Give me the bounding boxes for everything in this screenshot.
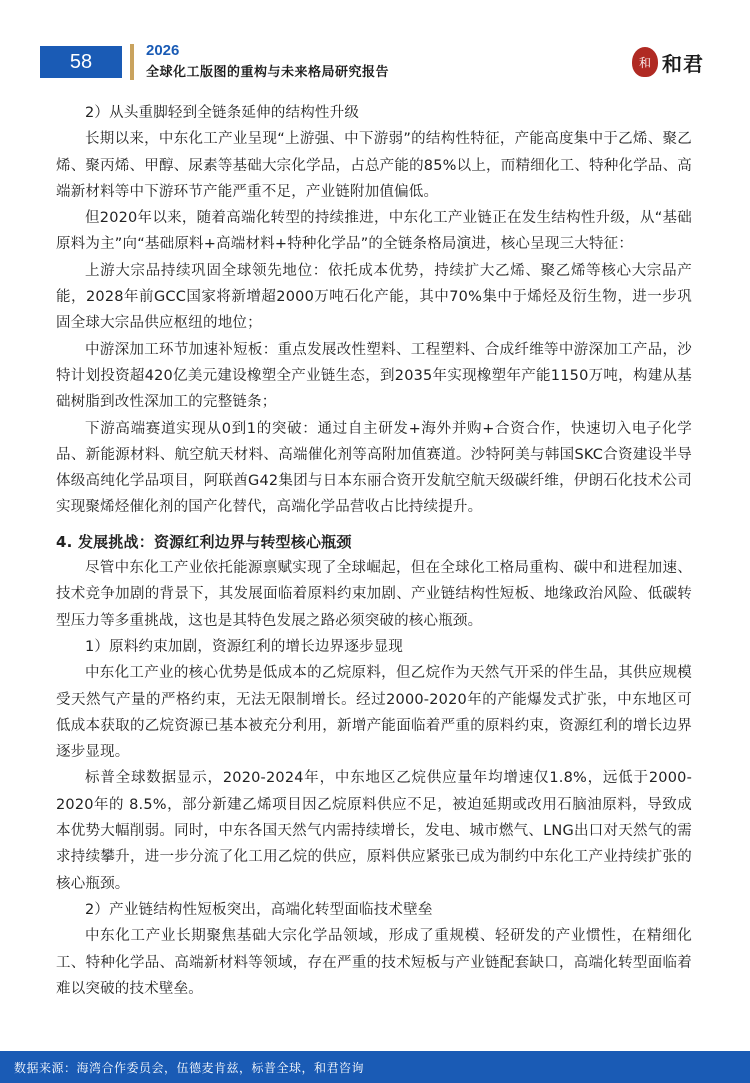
report-year: 2026 [146, 42, 180, 59]
data-source: 数据来源：海湾合作委员会，伍德麦肯兹，标普全球，和君咨询 [14, 1060, 365, 1075]
paragraph: 下游高端赛道实现从0到1的突破：通过自主研发+海外并购+合资合作，快速切入电子化学品、新能源材料、航空航天材料、高端催化剂等高附加值赛道。沙特阿美与韩国SKC合资建设半导体级高纯化学品项目，阿联酋G42集团与日本东丽合资开发航空航天级碳纤维，伊朗石化技术公司实现聚烯烃催化剂的国产化替代，高端化学品营收占比持续提升。 [56, 420, 692, 516]
paragraph: 尽管中东化工产业依托能源禀赋实现了全球崛起，但在全球化工格局重构、碳中和进程加速、技术竞争加剧的背景下，其发展面临着原料约束加剧、产业链结构性短板、地缘政治风险、低碳转型压力等多重挑战，这也是其特色发展之路必须突破的核心瓶颈。 [56, 560, 692, 629]
footer-bar [0, 1051, 750, 1083]
paragraph: 中东化工产业的核心优势是低成本的乙烷原料，但乙烷作为天然气开采的伴生品，其供应规模受天然气产量的严格约束，无法无限制增长。经过2000-2020年的产能爆发式扩张，中东地区可低成本获取的乙烷资源已基本被充分利用，新增产能面临着严重的原料约束，资源红利的增长边界逐步显现。 [56, 665, 692, 761]
paragraph: 但2020年以来，随着高端化转型的持续推进，中东化工产业链正在发生结构性升级，从“基础原料为主”向“基础原料+高端材料+特种化学品”的全链条格局演进，核心呈现三大特征： [56, 210, 692, 253]
paragraph: 中东化工产业长期聚焦基础大宗化学品领域，形成了重规模、轻研发的产业惯性，在精细化工、特种化学品、高端新材料等领域，存在严重的技术短板与产业链配套缺口，高端化转型面临着难以突破的技术壁垒。 [56, 928, 692, 997]
paragraph: 上游大宗品持续巩固全球领先地位：依托成本优势，持续扩大乙烯、聚乙烯等核心大宗品产能，2028年前GCC国家将新增超2000万吨石化产能，其中70%集中于烯烃及衍生物，进一步巩固全球大宗品供应枢纽的地位； [56, 262, 692, 332]
section-heading: 4. 发展挑战：资源红利边界与转型核心瓶颈 [56, 532, 352, 551]
document-body [56, 100, 692, 1002]
paragraph: 中游深加工环节加速补短板：重点发展改性塑料、工程塑料、合成纤维等中游深加工产品，沙特计划投资超420亿美元建设橡塑全产业链生态，到2035年实现橡塑年产能1150万吨，构建从基础树脂到改性深加工的完整链条； [56, 341, 692, 411]
paragraph: 标普全球数据显示，2020-2024年，中东地区乙烷供应量年均增速仅1.8%，远低于2000-2020年的 8.5%，部分新建乙烯项目因乙烷原料供应不足，被迫延期或改用石脑油原料，导致成本优势大幅削弱。同时，中东各国天然气内需持续增长，发电、城市燃气、LNG出口对天然气的需求持续攀升，进一步分流了化工用乙烷的供应，原料供应紧张已成为制约中东化工产业持续扩张的核心瓶颈。 [56, 770, 692, 892]
subsection-title: 1）原料约束加剧，资源红利的增长边界逐步显现 [85, 638, 404, 655]
brand-logo [632, 44, 704, 80]
header-divider [130, 44, 134, 80]
logo-text: 和君 [662, 51, 704, 76]
paragraph: 长期以来，中东化工产业呈现“上游强、中下游弱”的结构性特征，产能高度集中于乙烯、聚乙烯、聚丙烯、甲醇、尿素等基础大宗化学品，占总产能的85%以上，而精细化工、特种化学品、高端新材料等中下游环节产能严重不足，产业链附加值偏低。 [56, 131, 692, 200]
subsection-title: 2）产业链结构性短板突出，高端化转型面临技术壁垒 [85, 901, 433, 918]
report-title: 全球化工版图的重构与未来格局研究报告 [146, 65, 390, 80]
subsection-title: 2）从头重脚轻到全链条延伸的结构性升级 [85, 105, 360, 121]
page-number: 58 [40, 46, 122, 78]
seal-icon: 和 [632, 47, 658, 77]
